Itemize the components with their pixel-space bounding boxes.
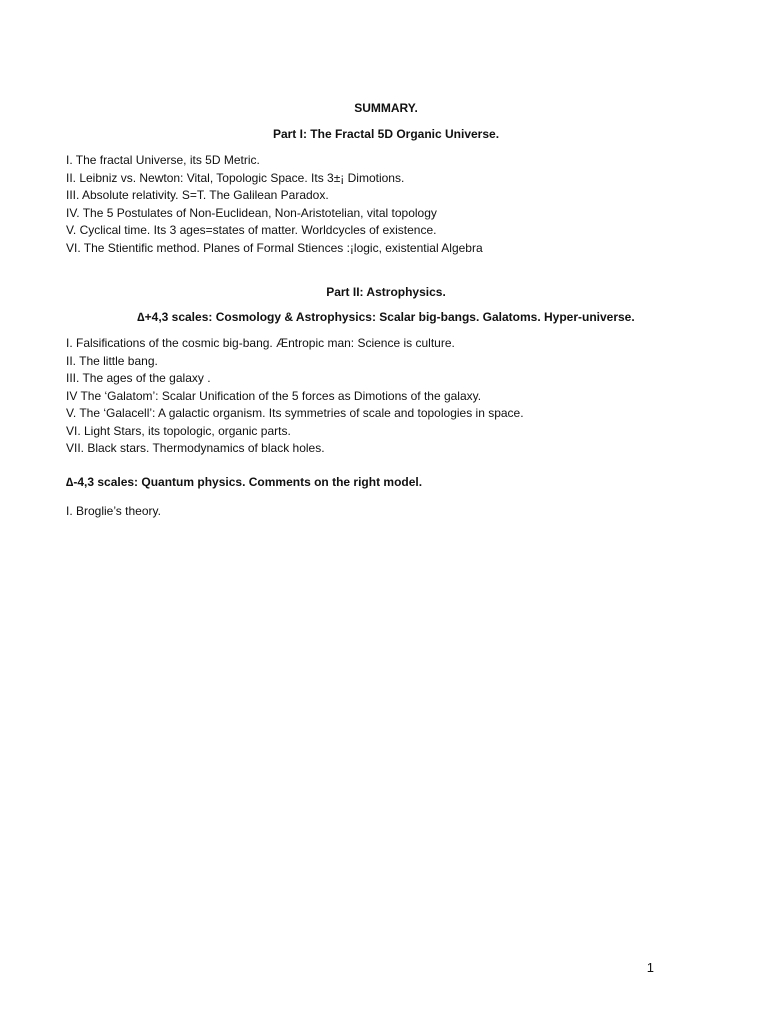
list-item: VI. The Stientific method. Planes of Formal Stiences :¡logic, existential Algebra — [66, 240, 483, 255]
list-item: IV The ‘Galatom’: Scalar Unification of the 5 forces as Dimotions of the galaxy. — [66, 388, 482, 403]
part1-title: Part I: The Fractal 5D Organic Universe. — [272, 127, 500, 141]
list-item: II. The little bang. — [66, 353, 158, 368]
list-item: I. Broglie’s theory. — [66, 504, 161, 518]
part2-list — [66, 335, 706, 458]
list-item: VII. Black stars. Thermodynamics of black holes. — [66, 441, 325, 455]
list-item: III. The ages of the galaxy . — [66, 371, 211, 385]
quantum-list — [66, 503, 706, 521]
summary-content — [66, 100, 706, 521]
list-item: I. Falsifications of the cosmic big-bang. Æntropic man: Science is culture. — [66, 336, 455, 350]
quantum-section-title: ∆-4,3 scales: Quantum physics. Comments on the right model. — [66, 474, 423, 489]
page-number: 1 — [646, 960, 654, 975]
summary-title: SUMMARY. — [354, 101, 418, 115]
part1-list — [66, 152, 706, 257]
part2-subtitle: ∆+4,3 scales: Cosmology & Astrophysics: Scalar big-bangs. Galatoms. Hyper-universe. — [137, 310, 635, 324]
list-item: IV. The 5 Postulates of Non-Euclidean, Non-Aristotelian, vital topology — [66, 205, 437, 220]
list-item: I. The fractal Universe, its 5D Metric. — [66, 153, 260, 167]
list-item: VI. Light Stars, its topologic, organic parts. — [66, 423, 291, 438]
list-item: III. Absolute relativity. S=T. The Galilean Paradox. — [66, 188, 329, 202]
part2-title: Part II: Astrophysics. — [326, 285, 446, 299]
list-item: II. Leibniz vs. Newton: Vital, Topologic Space. Its 3±¡ Dimotions. — [66, 170, 405, 185]
list-item: V. Cyclical time. Its 3 ages=states of matter. Worldcycles of existence. — [66, 223, 437, 237]
list-item: V. The ‘Galacell’: A galactic organism. Its symmetries of scale and topologies in space. — [66, 406, 524, 420]
